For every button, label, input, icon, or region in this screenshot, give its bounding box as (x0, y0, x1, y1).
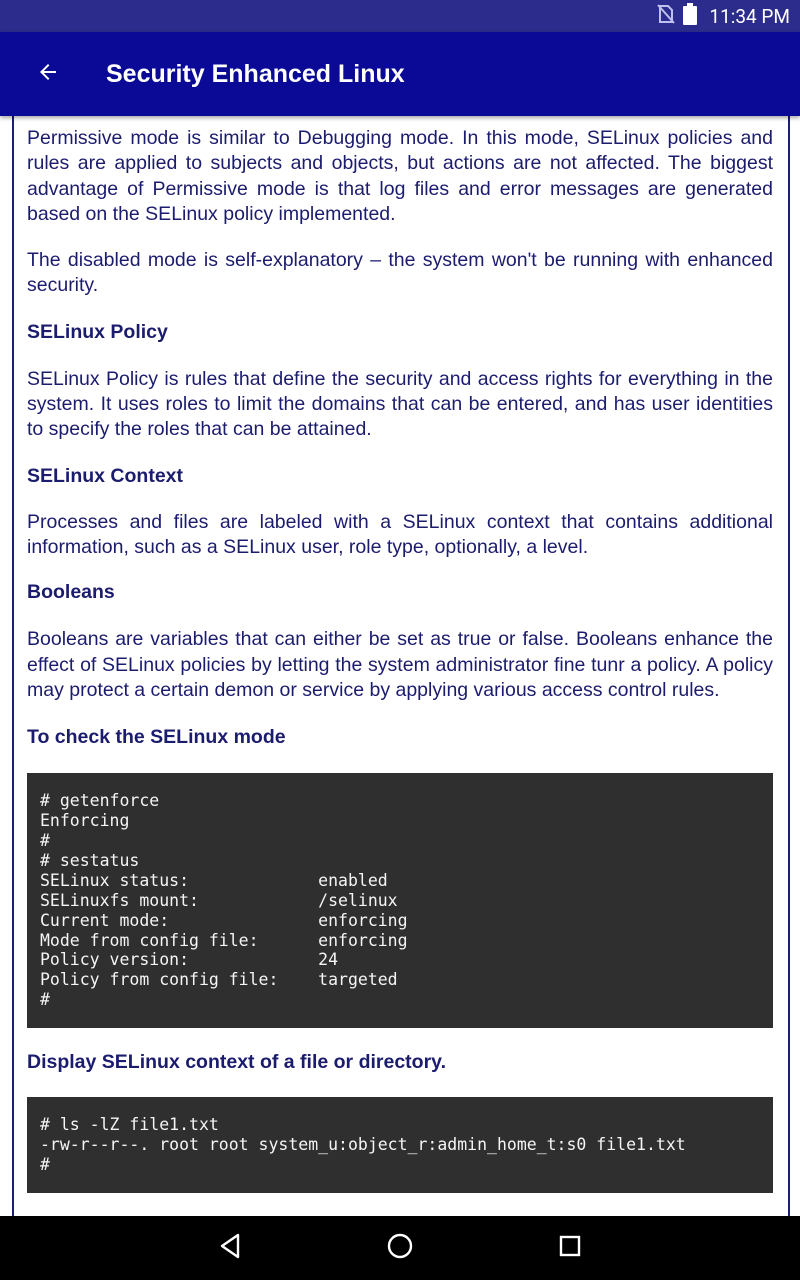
page-title: Security Enhanced Linux (106, 60, 405, 88)
nav-recents-button[interactable] (552, 1230, 588, 1266)
paragraph-policy: SELinux Policy is rules that define the security and access rights for everything in the system. It uses roles to limit the domains that can be entered, and has user identities to specify the roles that can be attained. (27, 367, 773, 441)
article-body (27, 126, 773, 1193)
navigation-bar (0, 1216, 800, 1280)
back-button[interactable] (28, 54, 68, 94)
nav-home-button[interactable] (382, 1230, 418, 1266)
code-block-check-mode: # getenforce Enforcing # # sestatus SELinux status: enabled SELinuxfs mount: /selinux Current mode: enforcing Mode from config file: enforcing Policy version: 24 Policy from config file: targeted # (27, 773, 773, 1028)
article-content[interactable] (0, 116, 800, 1216)
app-bar (0, 32, 800, 116)
nav-back-button[interactable] (212, 1230, 248, 1266)
heading-display-context: Display SELinux context of a file or directory. (27, 1051, 446, 1074)
no-sim-icon (657, 4, 675, 29)
nav-back-icon (218, 1233, 242, 1264)
heading-check-mode: To check the SELinux mode (27, 726, 286, 749)
status-bar (0, 0, 800, 32)
status-time: 11:34 PM (709, 4, 790, 28)
paragraph-context: Processes and files are labeled with a SELinux context that contains additional information, such as a SELinux user, role type, optionally, a level. (27, 510, 773, 558)
paragraph-booleans: Booleans are variables that can either be set as true or false. Booleans enhance the effect of SELinux policies by letting the system administrator fine tunr a policy. A policy may protect a certain demon or service by applying various access control rules. (27, 628, 773, 701)
paragraph-disabled: The disabled mode is self-explanatory – the system won't be running with enhanced security. (27, 249, 773, 297)
battery-icon (683, 3, 697, 30)
heading-booleans: Booleans (27, 581, 115, 604)
back-arrow-icon (36, 60, 60, 89)
code-block-display-context: # ls -lZ file1.txt -rw-r--r--. root root system_u:object_r:admin_home_t:s0 file1.txt # (27, 1097, 773, 1193)
heading-selinux-context: SELinux Context (27, 464, 184, 487)
heading-selinux-policy: SELinux Policy (27, 320, 168, 343)
paragraph-permissive: Permissive mode is similar to Debugging mode. In this mode, SELinux policies and rules are applied to subjects and objects, but actions are not affected. The biggest advantage of Permissive mode is that log files and error messages are generated based on the SELinux policy implemented. (27, 127, 773, 225)
nav-home-icon (386, 1232, 414, 1265)
nav-recents-icon (558, 1234, 582, 1263)
